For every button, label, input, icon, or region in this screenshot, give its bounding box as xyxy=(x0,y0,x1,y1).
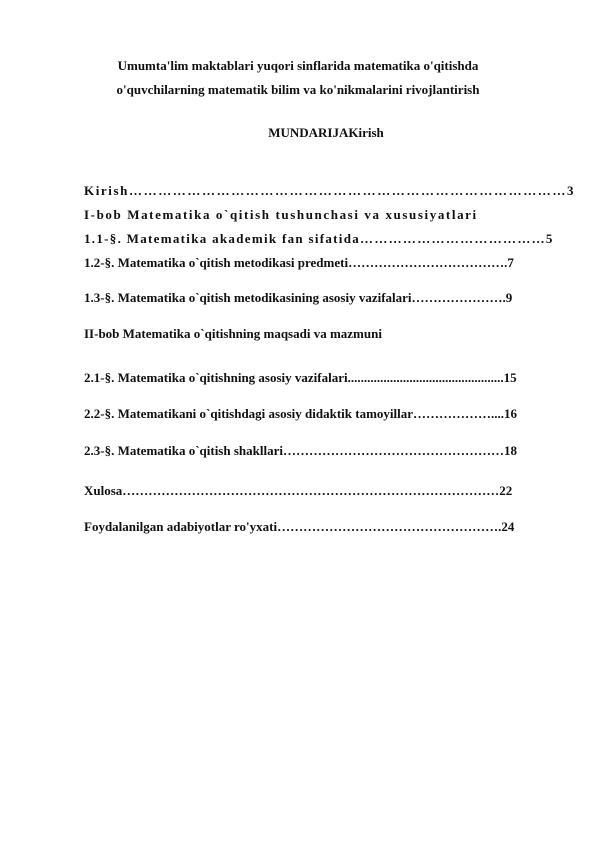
toc-item-chapter-1: I-bob Matematika o`qitish tushunchasi va xususiyatlari xyxy=(84,207,478,222)
toc-item-1-2: 1.2-§. Matematika o`qitish metodikasi predmeti……………………………….7 xyxy=(84,255,514,270)
toc-item-adabiyotlar: Foydalanilgan adabiyotlar ro'yxati…………………………………………….24 xyxy=(84,519,515,534)
toc-item-1-1: 1.1-§. Matematika akademik fan sifatida…………………………………5 xyxy=(84,231,554,246)
toc-item-chapter-2: II-bob Matematika o`qitishning maqsadi va mazmuni xyxy=(84,326,382,341)
table-of-contents-heading: MUNDARIJAKirish xyxy=(268,125,384,140)
toc-item-1-3: 1.3-§. Matematika o`qitish metodikasining asosiy vazifalari………………….9 xyxy=(84,290,513,305)
toc-item-xulosa: Xulosa……………………………………………………………………………22 xyxy=(84,483,513,498)
document-title-line-2: o'quvchilarning matematik bilim va ko'nikmalarini rivojlantirish xyxy=(116,82,480,97)
toc-item-kirish: Kirish………………………………………………………………………………3 xyxy=(84,183,576,198)
toc-item-2-3: 2.3-§. Matematika o`qitish shakllari……………………………………………18 xyxy=(84,443,517,458)
toc-item-2-1: 2.1-§. Matematika o`qitishning asosiy vazifalari................................................15 xyxy=(84,370,517,385)
toc-item-2-2: 2.2-§. Matematikani o`qitishdagi asosiy didaktik tamoyillar………………....16 xyxy=(84,406,517,421)
document-title-line-1: Umumta'lim maktablari yuqori sinflarida matematika o'qitishda xyxy=(117,58,479,73)
